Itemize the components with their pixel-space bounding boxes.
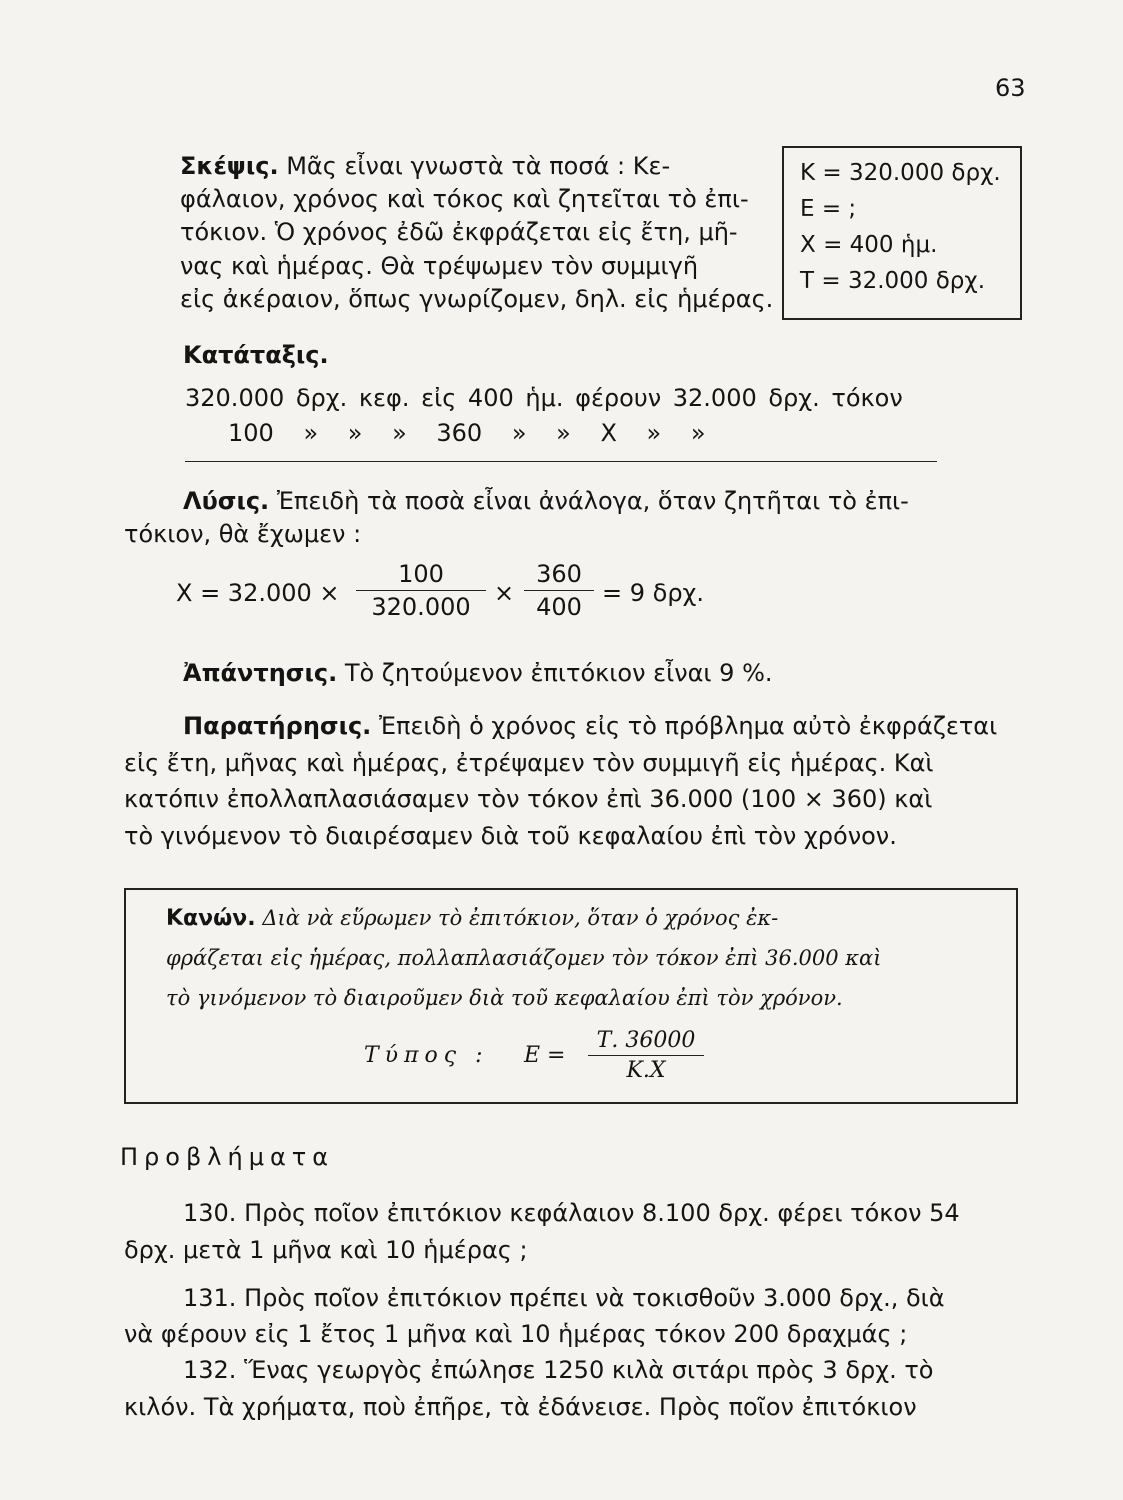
skepsis-line-1	[180, 151, 670, 181]
rule-label: Κανών.	[166, 906, 256, 931]
problem-131-line-1: 131. Πρὸς ποῖον ἐπιτόκιον πρέπει νὰ τοκισθοῦν 3.000 δρχ., διὰ	[183, 1284, 945, 1312]
problems-heading: Προβλήματα	[120, 1143, 335, 1171]
rule-box	[124, 888, 1018, 1104]
given-time: Χ = 400 ἡμ.	[800, 232, 938, 258]
equation-times: ×	[494, 579, 515, 607]
paratirisis-text-1: Ἐπειδὴ ὁ χρόνος εἰς τὸ πρόβλημα αὐτὸ ἐκφράζεται	[378, 712, 998, 740]
rule-line-1	[166, 906, 778, 931]
problem-132-line-1: 132. Ἕνας γεωργὸς ἐπώλησε 1250 κιλὰ σιτάρι πρὸς 3 δρχ. τὸ	[183, 1356, 934, 1384]
katataxis-row-1: 320.000 δρχ. κεφ. εἰς 400 ἡμ. φέρουν 32.000 δρχ. τόκον	[185, 384, 903, 412]
fraction-1-bar	[356, 590, 486, 591]
problem-130-line-2: δρχ. μετὰ 1 μῆνα καὶ 10 ἡμέρας ;	[124, 1236, 528, 1264]
fraction-2-numerator: 360	[536, 560, 582, 588]
apantisis-label: Ἀπάντησις.	[183, 659, 338, 687]
lysis-line-2: τόκιον, θὰ ἔχωμεν :	[124, 520, 362, 548]
fraction-1-denominator: 320.000	[371, 593, 471, 621]
given-capital: Κ = 320.000 δρχ.	[800, 160, 1001, 186]
fraction-1-numerator: 100	[398, 560, 444, 588]
given-rate: Ε = ;	[800, 196, 857, 222]
apantisis-line	[183, 658, 773, 688]
skepsis-line-4: νας καὶ ἡμέρας. Θὰ τρέψωμεν τὸν συμμιγῆ	[180, 252, 699, 280]
apantisis-text: Τὸ ζητούμενον ἐπιτόκιον εἶναι 9 %.	[344, 659, 773, 687]
fraction-2	[524, 560, 594, 621]
skepsis-line-3: τόκιον. Ὁ χρόνος ἐδῶ ἐκφράζεται εἰς ἔτη, μῆ-	[180, 218, 738, 246]
equation-lhs: Χ = 32.000 ×	[176, 579, 340, 607]
skepsis-text-1: Μᾶς εἶναι γνωστὰ τὰ ποσά : Κε-	[286, 152, 671, 180]
formula-fraction	[588, 1028, 704, 1083]
fraction-2-denominator: 400	[536, 593, 582, 621]
problem-132-line-2: κιλόν. Τὰ χρήματα, ποὺ ἐπῆρε, τὰ ἐδάνεισε. Πρὸς ποῖον ἐπιτόκιον	[124, 1393, 917, 1421]
skepsis-line-2: φάλαιον, χρόνος καὶ τόκος καὶ ζητεῖται τὸ ἐπι-	[180, 185, 749, 213]
formula-lhs: Ε =	[524, 1043, 566, 1068]
divider-line	[185, 461, 937, 462]
skepsis-label: Σκέψις.	[180, 152, 279, 180]
paratirisis-line-2: εἰς ἔτη, μῆνας καὶ ἡμέρας, ἐτρέψαμεν τὸν συμμιγῆ εἰς ἡμέρας. Καὶ	[124, 749, 934, 777]
paratirisis-line-3: κατόπιν ἐπολλαπλασιάσαμεν τὸν τόκον ἐπὶ 36.000 (100 × 360) καὶ	[124, 785, 933, 813]
lysis-text-1: Ἐπειδὴ τὰ ποσὰ εἶναι ἀνάλογα, ὅταν ζητῆται τὸ ἐπι-	[276, 487, 909, 515]
fraction-2-bar	[524, 590, 594, 591]
rule-line-2: φράζεται εἰς ἡμέρας, πολλαπλασιάζομεν τὸν τόκον ἐπὶ 36.000 καὶ	[166, 946, 882, 970]
paratirisis-label: Παρατήρησις.	[183, 712, 372, 740]
rule-text-1: Διὰ νὰ εὕρωμεν τὸ ἐπιτόκιον, ὅταν ὁ χρόνος ἐκ-	[262, 906, 779, 930]
katataxis-row-2: 100 » » » 360 » » Χ » »	[228, 419, 706, 447]
equation-rhs: = 9 δρχ.	[602, 579, 705, 607]
lysis-line-1	[183, 486, 909, 516]
fraction-1	[356, 560, 486, 621]
rule-line-3: τὸ γινόμενον τὸ διαιροῦμεν διὰ τοῦ κεφαλαίου ἐπὶ τὸν χρόνον.	[166, 986, 843, 1010]
lysis-label: Λύσις.	[183, 487, 270, 515]
formula-label: Τύπος :	[364, 1043, 489, 1068]
page-number: 63	[995, 74, 1026, 102]
given-interest: Τ = 32.000 δρχ.	[800, 268, 985, 294]
paratirisis-line-1	[183, 711, 997, 741]
formula-numerator: Τ. 36000	[596, 1028, 696, 1053]
formula-denominator: Κ.Χ	[626, 1058, 666, 1083]
skepsis-line-5: εἰς ἀκέραιον, ὅπως γνωρίζομεν, δηλ. εἰς ἡμέρας.	[180, 285, 774, 313]
problem-130-line-1: 130. Πρὸς ποῖον ἐπιτόκιον κεφάλαιον 8.100 δρχ. φέρει τόκον 54	[183, 1199, 960, 1227]
katataxis-label: Κατάταξις.	[183, 341, 329, 369]
givens-box	[782, 146, 1022, 320]
formula-bar	[588, 1055, 704, 1056]
paratirisis-line-4: τὸ γινόμενον τὸ διαιρέσαμεν διὰ τοῦ κεφαλαίου ἐπὶ τὸν χρόνον.	[124, 822, 897, 850]
problem-131-line-2: νὰ φέρουν εἰς 1 ἔτος 1 μῆνα καὶ 10 ἡμέρας τόκον 200 δραχμάς ;	[124, 1320, 908, 1348]
